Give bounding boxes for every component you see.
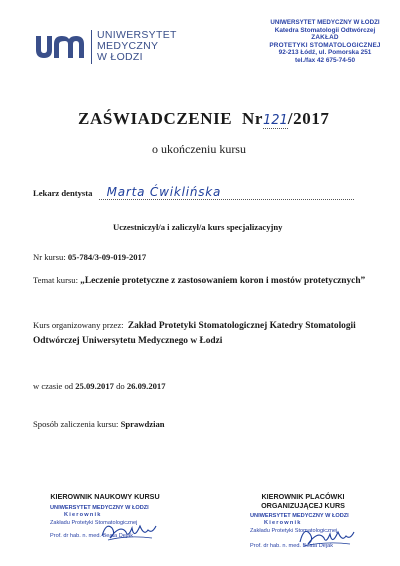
- left-stamp-line-4: Prof. dr hab. n. med. Beata Dejak: [50, 533, 134, 540]
- certificate-subtitle: o ukończeniu kursu: [152, 142, 246, 156]
- logo-divider: [91, 30, 92, 64]
- stamp-line-6: tel./fax 42 675-74-50: [294, 56, 356, 64]
- date-to: 26.09.2017: [126, 381, 166, 391]
- signature-left-heading: KIEROWNIK NAUKOWY KURSU: [50, 492, 160, 501]
- right-stamp-line-3: Zakładu Protetyki Stomatologicznej: [250, 527, 338, 534]
- handwritten-signature-right: [296, 522, 356, 550]
- dentist-line: [33, 185, 354, 200]
- university-logo-icon: [34, 30, 86, 60]
- title-text: ZAŚWIADCZENIE: [78, 109, 233, 128]
- date-from: 25.09.2017: [75, 381, 114, 391]
- certificate-year: /2017: [287, 109, 330, 128]
- signature-right-heading-2: ORGANIZUJĄCEJ KURS: [261, 501, 345, 510]
- time-mid: do: [116, 381, 125, 391]
- left-stamp-line-2: Kierownik: [64, 512, 102, 519]
- organizer-text: Zakład Protetyki Stomatologicznej Katedry Stomatologii Odtwórczej Uniwersytetu Medycznego w Łodzi: [33, 321, 356, 346]
- course-topic: [33, 273, 369, 288]
- signature-right-heading-1: KIEROWNIK PLACÓWKI: [261, 492, 345, 501]
- left-stamp-line-1: UNIWERSYTET MEDYCZNY W ŁODZI: [50, 505, 149, 511]
- stamp-line-4: PROTETYKI STOMATOLOGICZNEJ: [269, 41, 381, 49]
- stamp-line-1: UNIWERSYTET MEDYCZNY W ŁODZI: [270, 19, 380, 26]
- logo-line-3: W ŁODZI: [97, 51, 143, 63]
- logo-line-2: MEDYCZNY: [97, 40, 159, 52]
- logo-line-1: UNIWERSYTET: [97, 29, 177, 41]
- stamp-line-3: ZAKŁAD: [311, 34, 339, 42]
- certificate-title: [78, 109, 330, 129]
- nr-label: Nr: [241, 109, 263, 128]
- handwritten-signature-left: [98, 518, 158, 544]
- completion-statement: Uczestniczył/a i zaliczył/a kurs specjalizacyjny: [113, 222, 283, 232]
- course-organizer: [33, 318, 373, 348]
- dentist-field: [99, 185, 354, 200]
- right-stamp-line-4: Prof. dr hab. n. med. Beata Dejak: [250, 543, 334, 550]
- course-dates: [33, 381, 166, 391]
- topic-label: Temat kursu:: [33, 275, 78, 285]
- topic-text: „Leczenie protetyczne z zastosowaniem koron i mostów protetycznych”: [80, 276, 366, 286]
- course-number-label: Nr kursu:: [33, 252, 66, 262]
- certificate-number: 121: [262, 113, 288, 128]
- university-name: [97, 30, 177, 63]
- time-label: w czasie od: [33, 381, 74, 391]
- right-stamp-line-1: UNIWERSYTET MEDYCZNY W ŁODZI: [250, 513, 349, 519]
- organizer-label: Kurs organizowany przez:: [33, 320, 124, 330]
- right-stamp-line-2: Kierownik: [264, 520, 302, 527]
- left-stamp-line-3: Zakładu Protetyki Stomatologicznej: [50, 519, 138, 526]
- dentist-name: Marta Ćwiklińska: [106, 185, 222, 199]
- course-number: 05-784/3-09-019-2017: [67, 252, 147, 262]
- method-label: Sposób zaliczenia kursu:: [33, 419, 119, 429]
- signature-right: [228, 492, 378, 551]
- stamp-line-5: 92-213 Łódź, ul. Pomorska 251: [278, 49, 372, 57]
- dentist-label: Lekarz dentysta: [33, 188, 93, 198]
- completion-method: [33, 419, 165, 429]
- stamp-line-2: Katedra Stomatologii Odtwórczej: [274, 26, 376, 34]
- course-number-line: [33, 252, 146, 262]
- method-value: Sprawdzian: [120, 419, 165, 429]
- signature-left: [30, 492, 180, 541]
- department-stamp: [262, 19, 388, 65]
